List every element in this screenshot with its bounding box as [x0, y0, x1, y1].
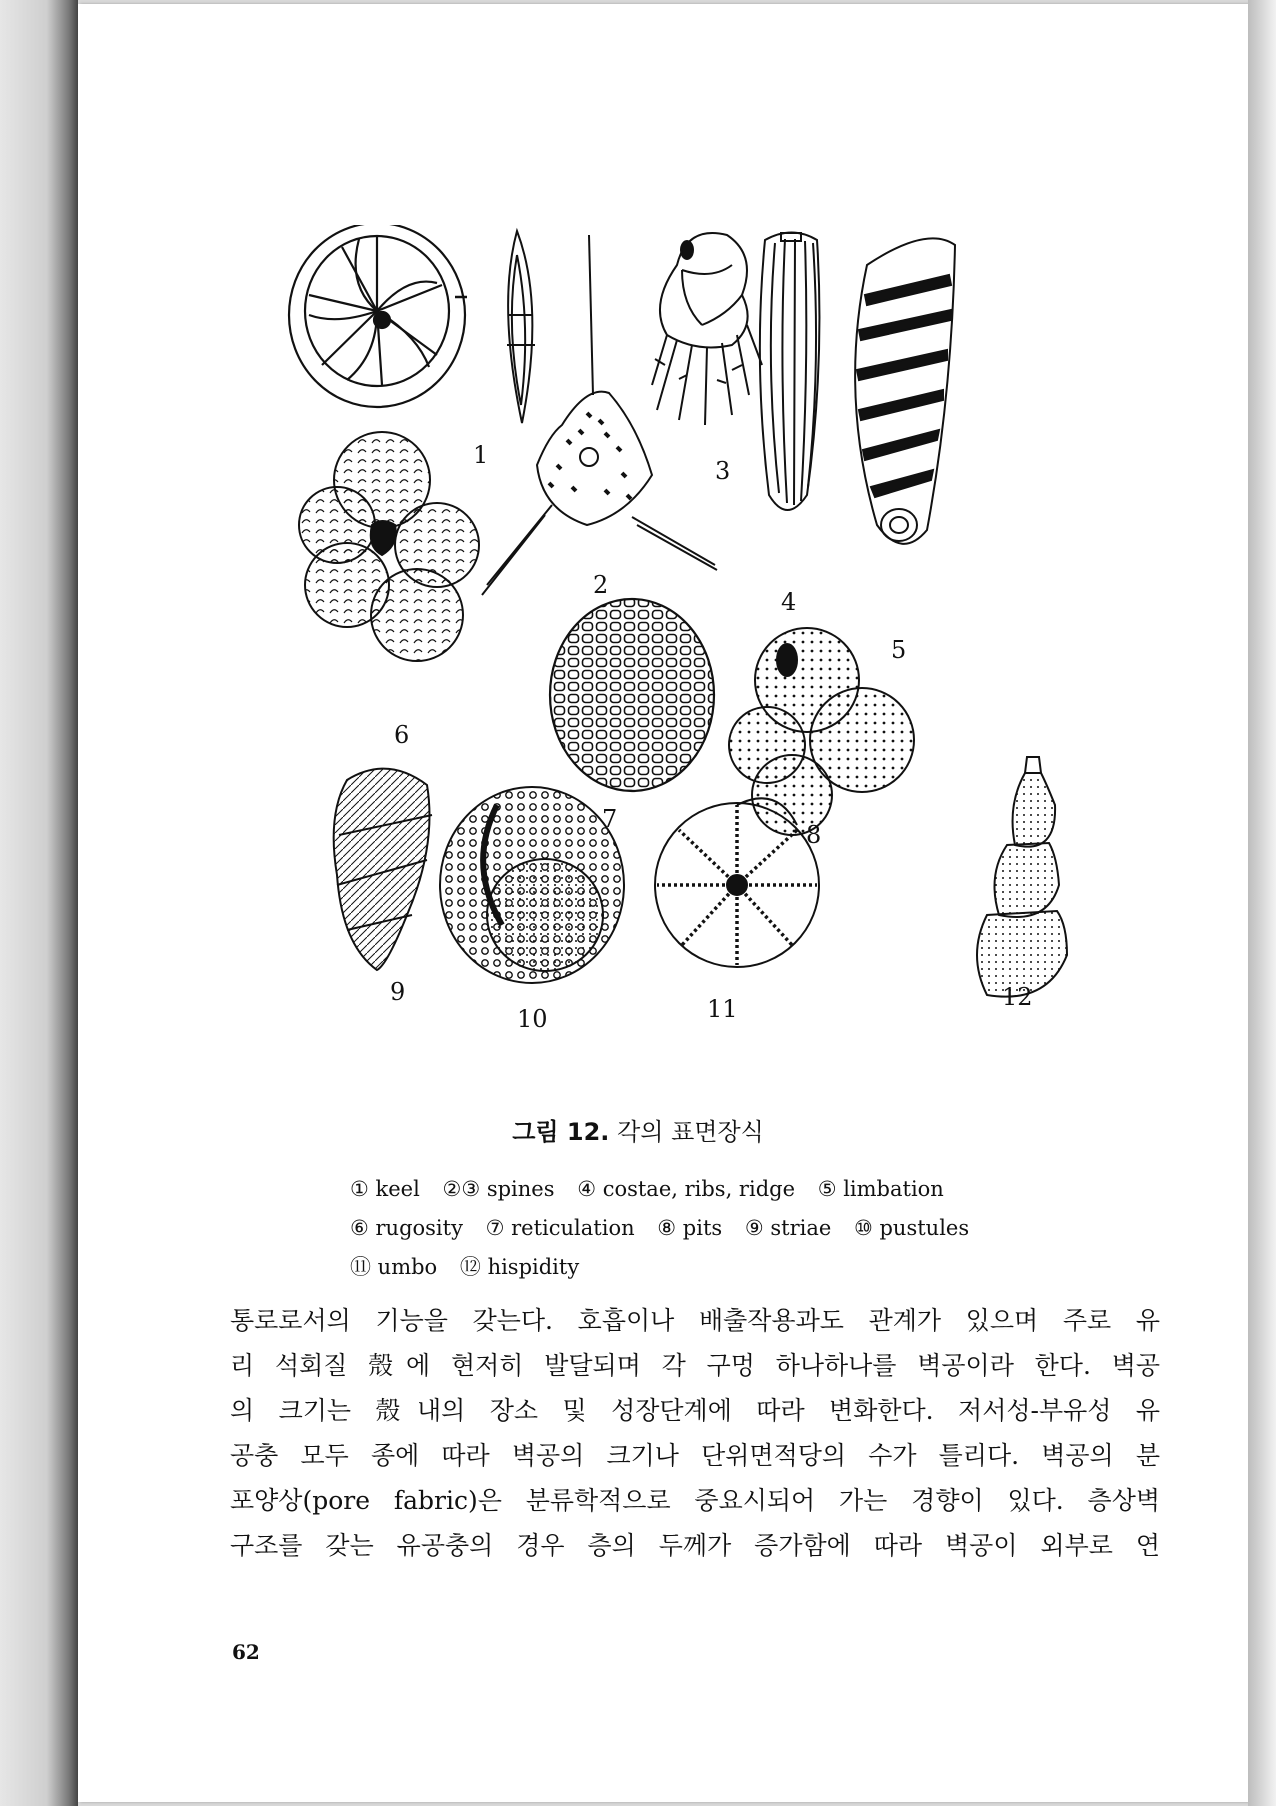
legend-item: ⑦ reticulation [485, 1216, 635, 1240]
specimen-5-limbation [855, 238, 955, 544]
figure-label-10: 10 [517, 1005, 548, 1033]
legend-row [350, 1248, 1070, 1287]
legend-item: ②③ spines [442, 1177, 555, 1201]
legend-item: ⑪ umbo [350, 1255, 438, 1279]
legend-item: ④ costae, ribs, ridge [577, 1177, 796, 1201]
body-line: 공충 모두 종에 따라 벽공의 크기나 단위면적당의 수가 틀리다. 벽공의 분 [230, 1441, 1160, 1470]
legend-item: ⑩ pustules [853, 1216, 970, 1240]
figure-legend [350, 1170, 1070, 1287]
figure-label-8: 8 [806, 821, 822, 849]
figure-caption [0, 1112, 1276, 1147]
legend-item: ⑨ striae [744, 1216, 832, 1240]
figure-label-5: 5 [891, 636, 907, 664]
figure-label-12: 12 [1002, 983, 1033, 1011]
specimen-12-hispidity [977, 757, 1067, 997]
figure-label-9: 9 [390, 978, 406, 1006]
figure-label-1: 1 [473, 441, 489, 469]
figure-caption-label: 그림 12. [512, 1118, 610, 1146]
specimen-1-keel [289, 225, 467, 407]
specimen-3-spines [652, 233, 762, 425]
specimen-8-pits [729, 628, 914, 835]
figure-label-6: 6 [394, 721, 410, 749]
body-line: 통로로서의 기능을 갖는다. 호흡이나 배출작용과도 관계가 있으며 주로 유 [230, 1306, 1160, 1335]
foraminifera-figure [287, 225, 1107, 1045]
specimen-4-costae [760, 233, 820, 511]
figure-caption-title: 각의 표면장식 [617, 1118, 764, 1146]
book-spine-shadow [0, 0, 78, 1806]
legend-item: ⑧ pits [657, 1216, 723, 1240]
legend-item: ⑤ limbation [817, 1177, 944, 1201]
legend-item: ① keel [350, 1177, 420, 1201]
body-line: 리 석회질 殼에 현저히 발달되며 각 구멍 하나하나를 벽공이라 한다. 벽공 [230, 1351, 1160, 1380]
specimen-10-pustules [440, 787, 624, 983]
specimen-7-reticulation [550, 599, 714, 791]
figure-label-2: 2 [593, 571, 609, 599]
page-number: 62 [232, 1640, 260, 1664]
specimen-6-rugosity [299, 432, 479, 661]
specimen-2-spines [482, 235, 717, 595]
legend-item: ⑫ hispidity [459, 1255, 580, 1279]
legend-row [350, 1209, 1070, 1248]
figure-label-7: 7 [602, 805, 618, 833]
legend-row [350, 1170, 1070, 1209]
page-edge [1248, 0, 1276, 1806]
body-line: 구조를 갖는 유공충의 경우 층의 두께가 증가함에 따라 벽공이 외부로 연 [230, 1531, 1160, 1560]
figure-label-11: 11 [707, 995, 738, 1023]
figure-label-4: 4 [781, 588, 797, 616]
legend-item: ⑥ rugosity [350, 1216, 463, 1240]
body-line: 의 크기는 殼내의 장소 및 성장단계에 따라 변화한다. 저서성-부유성 유 [230, 1396, 1160, 1425]
body-line: 포양상(pore fabric)은 분류학적으로 중요시되어 가는 경향이 있다. 층상벽 [230, 1486, 1160, 1515]
body-paragraph [230, 1298, 1160, 1568]
specimen-9-striae [334, 769, 432, 970]
specimen-1-side-view [507, 231, 535, 423]
figure-label-3: 3 [715, 457, 731, 485]
